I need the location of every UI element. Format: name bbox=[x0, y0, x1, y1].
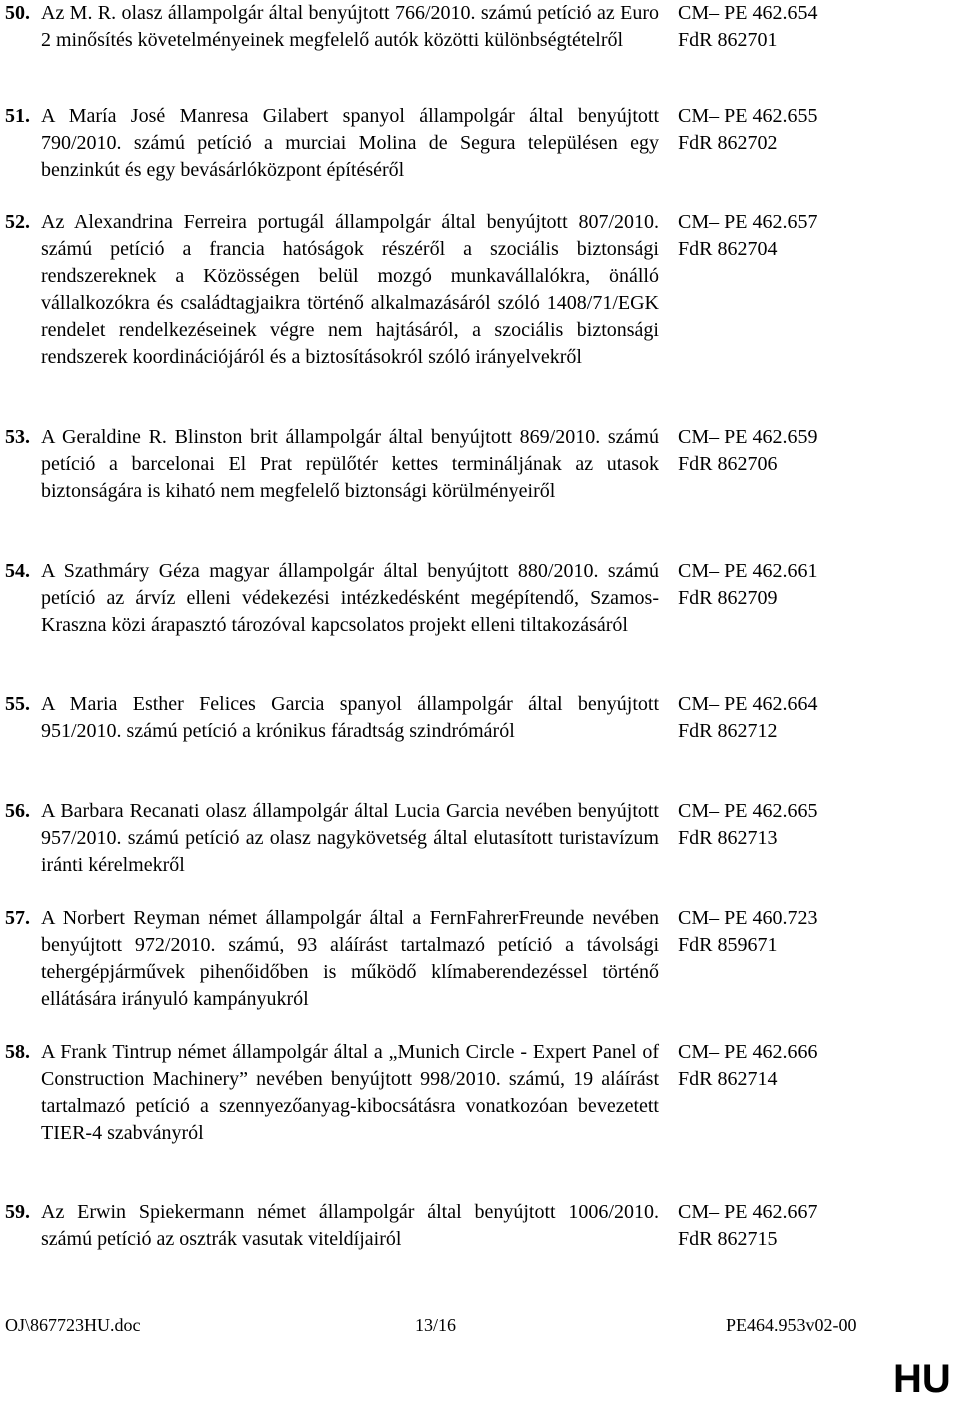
item-number: 56. bbox=[5, 800, 30, 822]
item-reference bbox=[678, 424, 948, 478]
cm-reference: CM– PE 462.654 bbox=[678, 2, 818, 24]
item-reference bbox=[678, 558, 948, 612]
fdr-reference: FdR 862709 bbox=[678, 587, 778, 609]
cm-reference: CM– PE 462.664 bbox=[678, 693, 818, 715]
item-reference bbox=[678, 0, 948, 54]
item-text: A Maria Esther Felices Garcia spanyol állampolgár által benyújtott 951/2010. számú petíció a krónikus fáradtság szindrómáról bbox=[41, 693, 659, 742]
item-reference bbox=[678, 1199, 948, 1253]
fdr-reference: FdR 862704 bbox=[678, 238, 778, 260]
cm-reference: CM– PE 462.655 bbox=[678, 105, 818, 127]
fdr-reference: FdR 862702 bbox=[678, 132, 778, 154]
item-text: Az Alexandrina Ferreira portugál állampolgár által benyújtott 807/2010. számú petíció a francia hatóságok részéről a szociális biztonsági rendszereknek a Közösségen belül mozgó munkavállalókra, önálló vállalkozókra és családtagjaikra történő alkalmazásáról szóló 1408/71/EGK rendelet rendelkezéseinek végre nem hajtásáról, a szociális biztonsági rendszerek koordinációjáról és a biztosításokról szóló irányelvekről bbox=[41, 211, 659, 368]
item-text: Az Erwin Spiekermann német állampolgár által benyújtott 1006/2010. számú petíció az osztrák vasutak viteldíjairól bbox=[41, 1201, 659, 1250]
item-reference bbox=[678, 798, 948, 852]
cm-reference: CM– PE 462.667 bbox=[678, 1201, 818, 1223]
fdr-reference: FdR 862706 bbox=[678, 453, 778, 475]
item-number: 50. bbox=[5, 2, 30, 24]
item-number: 59. bbox=[5, 1201, 30, 1223]
language-code: HU bbox=[893, 1357, 951, 1401]
item-reference bbox=[678, 1039, 948, 1093]
fdr-reference: FdR 862714 bbox=[678, 1068, 778, 1090]
item-number: 58. bbox=[5, 1041, 30, 1063]
cm-reference: CM– PE 462.657 bbox=[678, 211, 818, 233]
item-text: A Norbert Reyman német állampolgár által a FernFahrerFreunde nevében benyújtott 972/2010. számú, 93 aláírást tartalmazó petíció a távolsági tehergépjárművek pihenőidőben is működő klímaberendezéssel történő ellátására irányuló kampányukról bbox=[41, 907, 659, 1010]
item-text: Az M. R. olasz állampolgár által benyújtott 766/2010. számú petíció az Euro 2 minősítés követelményeinek megfelelő autók közötti különbségtételről bbox=[41, 2, 659, 51]
item-number: 53. bbox=[5, 426, 30, 448]
footer-pe-reference: PE464.953v02-00 bbox=[726, 1315, 857, 1335]
item-text: A Barbara Recanati olasz állampolgár által Lucia Garcia nevében benyújtott 957/2010. számú petíció az olasz nagykövetség által elutasított turistavízum iránti kérelmekről bbox=[41, 800, 659, 876]
item-number: 52. bbox=[5, 211, 30, 233]
fdr-reference: FdR 862713 bbox=[678, 827, 778, 849]
fdr-reference: FdR 862712 bbox=[678, 720, 778, 742]
footer-doc-reference: OJ\867723HU.doc bbox=[5, 1315, 141, 1335]
cm-reference: CM– PE 462.666 bbox=[678, 1041, 818, 1063]
footer-page-number: 13/16 bbox=[415, 1315, 457, 1335]
item-number: 54. bbox=[5, 560, 30, 582]
fdr-reference: FdR 862715 bbox=[678, 1228, 778, 1250]
item-number: 51. bbox=[5, 105, 30, 127]
fdr-reference: FdR 859671 bbox=[678, 934, 778, 956]
cm-reference: CM– PE 462.661 bbox=[678, 560, 818, 582]
cm-reference: CM– PE 462.659 bbox=[678, 426, 818, 448]
item-reference bbox=[678, 209, 948, 263]
item-reference bbox=[678, 905, 948, 959]
cm-reference: CM– PE 460.723 bbox=[678, 907, 818, 929]
cm-reference: CM– PE 462.665 bbox=[678, 800, 818, 822]
item-text: A Frank Tintrup német állampolgár által a „Munich Circle - Expert Panel of Construction Machinery” nevében benyújtott 998/2010. számú, 19 aláírást tartalmazó petíció a szennyezőanyag-kibocsátásra vonatkozóan bevezetett TIER-4 szabványról bbox=[41, 1041, 659, 1144]
item-text: A María José Manresa Gilabert spanyol állampolgár által benyújtott 790/2010. számú petíció a murciai Molina de Segura településen egy benzinkút és egy bevásárlóközpont építéséről bbox=[41, 105, 659, 181]
item-text: A Geraldine R. Blinston brit állampolgár által benyújtott 869/2010. számú petíció a barcelonai El Prat repülőtér kettes termináljának az utasok biztonságára is kiható nem megfelelő biztonsági körülményeiről bbox=[41, 426, 659, 502]
item-reference bbox=[678, 103, 948, 157]
item-reference bbox=[678, 691, 948, 745]
item-text: A Szathmáry Géza magyar állampolgár által benyújtott 880/2010. számú petíció az árvíz elleni védekezési intézkedésként megépítendő, Szamos-Kraszna közi árapasztó tározóval kapcsolatos projekt elleni tiltakozásáról bbox=[41, 560, 659, 636]
fdr-reference: FdR 862701 bbox=[678, 29, 778, 51]
item-number: 55. bbox=[5, 693, 30, 715]
item-number: 57. bbox=[5, 907, 30, 929]
